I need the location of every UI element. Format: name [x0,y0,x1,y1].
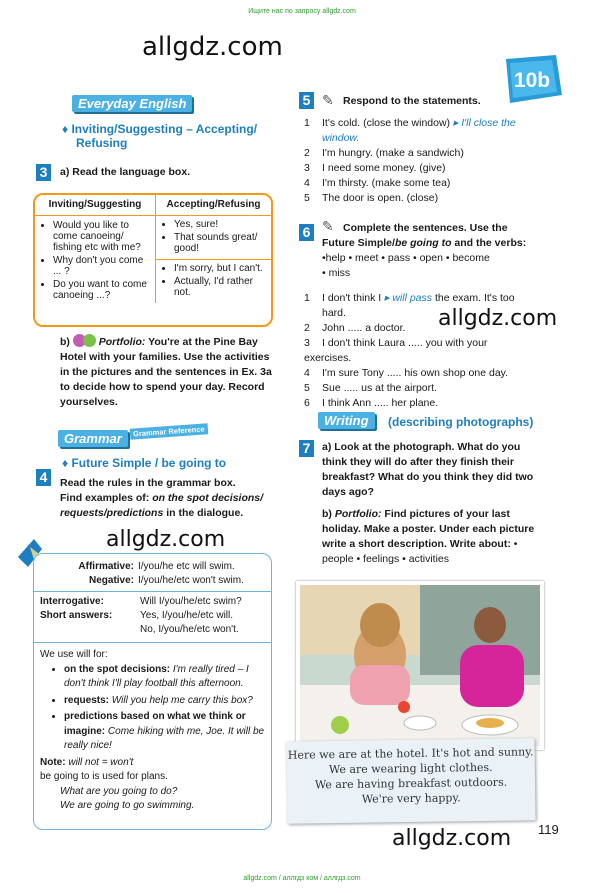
grammar-uses: We use will for: • on the spot decisions: I'm really tired – I don't think I'll play football this afternoon. • requests: Will you help me carry this box? • predictions based on what we think or imagine: Come hiking with me, Joe. It will be really nice! Note: will not = won't be going to is used for plans. What are you going to do? We are going to go swimming. [40,648,266,814]
writing-ribbon: Writing [318,412,375,429]
grammar-forms: Affirmative: I/you/he etc will swim. Negative: I/you/he/etc won't swim. Interrogative: Will I/you/he/etc swim? Short answers: Yes, I/you/he/etc will. No, I/you/he/etc won't. [34,560,271,637]
site-watermark: allgdz.com [392,826,512,851]
exercise-6-list: 1 I don't think I ▸ will pass the exam. It's too hard. 2 John ..... a doctor. 3 I don't think Laura ..... you with your exercises. 4 I'm sure Tony ..... his own shop one day. 5 Sue ..... us at the airport. 6 I think Ann ..... her plane. [304,292,515,409]
page-number: 119 [538,822,559,837]
everyday-english-ribbon: Everyday English [72,95,192,112]
exercise-3-task: a) Read the language box. [60,166,191,178]
language-box-header-accepting: Accepting/Refusing [156,195,272,215]
exercise-5-number: 5 [299,92,314,109]
list-item: • Would you like to come canoeing/ fishing etc with me? [53,220,151,253]
diamond-icon: ♦ [62,456,72,470]
grammar-reference-tag: Grammar Reference [130,423,208,439]
writing-subtitle: (describing photographs) [388,415,534,429]
language-box [33,193,273,327]
site-watermark: allgdz.com [106,527,226,552]
diamond-icon: ♦ [62,122,72,136]
unit-badge [500,55,562,103]
breakfast-photo [296,581,544,750]
list-item: • Why don't you come ... ? [53,255,151,277]
site-watermark: allgdz.com [142,32,283,62]
photo-caption-note: Here we are at the hotel. It's hot and sunny. We are wearing light clothes. We are having breakfast outdoors. We're very happy. [286,738,535,823]
exercise-4-task: Read the rules in the grammar box. Find examples of: on the spot decisions/ requests/predictions in the dialogue. [60,477,264,519]
footer-watermark: allgdz.com / аллгдз ком / аллгдз.com [243,875,361,882]
exercise-7b: b) Portfolio: Find pictures of your last holiday. Make a poster. Under each picture write a short description. Write about: • people • feelings • activities [322,508,535,565]
exercise-3-number: 3 [36,164,51,181]
everyday-title: ♦ Inviting/Suggesting – Accepting/ Refusing [62,122,258,150]
grammar-ribbon: Grammar [58,430,128,447]
exercise-4-number: 4 [36,469,51,486]
exercise-7a: a) Look at the photograph. What do you think they will do after they finish their breakfast? What do you think they did two days ago? [322,441,534,498]
language-box-header-inviting: Inviting/Suggesting [35,195,156,215]
unit-badge-label: 10b [513,69,551,92]
list-item: • Yes, sure! [174,219,267,230]
photo-illustration [300,585,540,746]
grammar-title: ♦ Future Simple / be going to [62,456,227,470]
exercise-3b: b) Portfolio: You're at the Pine Bay Hotel with your families. Use the activities in the pictures and the sentences in Ex. 3a to decide how to spend your day. Record yourselves. [60,336,272,408]
exercise-7-number: 7 [299,440,314,457]
pencil-icon: ✎ [322,218,334,234]
portfolio-icon [83,334,96,347]
grammar-box [33,553,272,830]
exercise-6-number: 6 [299,224,314,241]
site-watermark: allgdz.com [438,306,558,331]
exercise-5-list: 1 It's cold. (close the window) ▸ I'll close the window. 2 I'm hungry. (make a sandwich) 3 I need some money. (give) 4 I'm thirsty. (make some tea) 5 The door is open. (close) [304,117,516,204]
top-watermark: Ищите нас по запросу allgdz.com [248,8,356,15]
list-item: • I'm sorry, but I can't. [174,263,267,274]
pencil-icon: ✎ [322,92,334,108]
list-item: • Do you want to come canoeing ...? [53,279,151,301]
exercise-5-title: Respond to the statements. [343,95,481,107]
accepting-list-cell [156,215,272,303]
list-item: • Actually, I'd rather not. [174,276,267,298]
list-item: • That sounds great/ good! [174,232,267,254]
exercise-6-title: Complete the sentences. Use the Future Simple/be going to and the verbs: •help • meet • pass • open • become • miss [322,222,527,279]
inviting-list-cell [35,215,156,303]
